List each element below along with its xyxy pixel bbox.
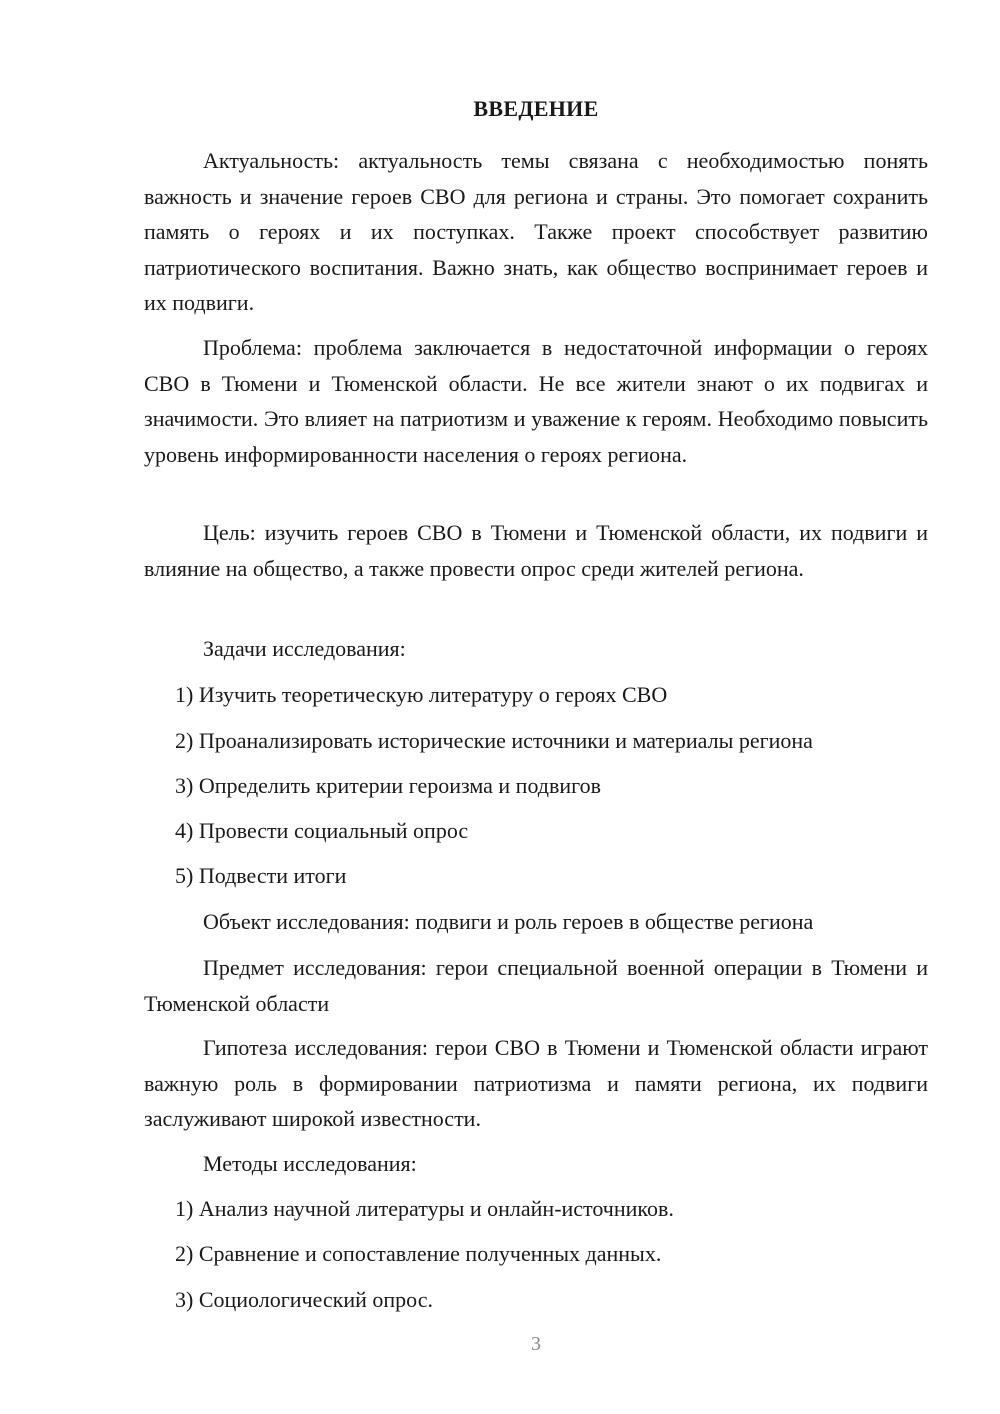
paragraph-relevance: Актуальность: актуальность темы связана с необходимостью понять важность и значение героев СВО для региона и страны. Это помогает сохранить память о героях и их поступках. Также проект способствует развитию патриотического воспитания. Важно знать, как общество воспринимает героев и их подвиги. xyxy=(144,148,928,315)
task-item: 2) Проанализировать исторические источники и материалы региона xyxy=(175,728,813,753)
method-item: 3) Социологический опрос. xyxy=(175,1287,433,1312)
method-item: 1) Анализ научной литературы и онлайн-источников. xyxy=(175,1196,674,1221)
task-item: 5) Подвести итоги xyxy=(175,863,347,888)
methods-heading: Методы исследования: xyxy=(203,1151,417,1176)
task-item: 1) Изучить теоретическую литературу о героях СВО xyxy=(175,682,668,707)
task-item: 3) Определить критерии героизма и подвигов xyxy=(175,773,602,798)
paragraph-subject: Предмет исследования: герои специальной военной операции в Тюмени и Тюменской области xyxy=(144,955,928,1016)
section-title: ВВЕДЕНИЕ xyxy=(473,96,599,121)
method-item: 2) Сравнение и сопоставление полученных данных. xyxy=(175,1241,662,1266)
task-item: 4) Провести социальный опрос xyxy=(175,818,469,843)
paragraph-object: Объект исследования: подвиги и роль героев в обществе региона xyxy=(203,909,814,934)
paragraph-goal: Цель: изучить героев СВО в Тюмени и Тюменской области, их подвиги и влияние на общество, а также провести опрос среди жителей региона. xyxy=(144,520,928,581)
paragraph-hypothesis: Гипотеза исследования: герои СВО в Тюмени и Тюменской области играют важную роль в формировании патриотизма и памяти региона, их подвиги заслуживают широкой известности. xyxy=(144,1035,928,1131)
page-number: 3 xyxy=(531,1333,541,1355)
tasks-heading: Задачи исследования: xyxy=(203,636,406,661)
paragraph-problem: Проблема: проблема заключается в недостаточной информации о героях СВО в Тюмени и Тюменской области. Не все жители знают о их подвигах и значимости. Это влияет на патриотизм и уважение к героям. Необходимо повысить уровень информированности населения о героях региона. xyxy=(144,335,928,467)
